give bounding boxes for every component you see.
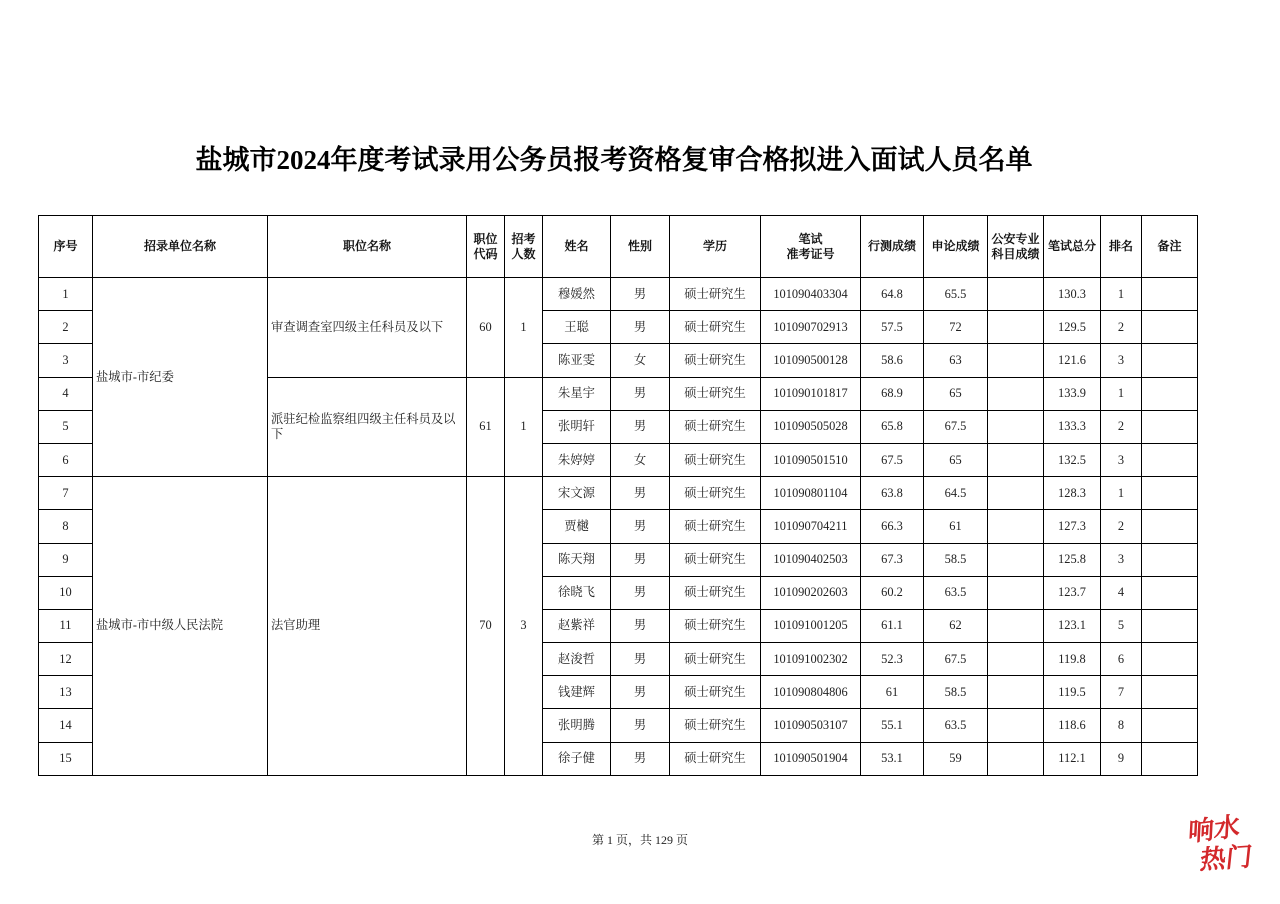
candidate-education: 硕士研究生 [670, 609, 761, 642]
candidate-gender: 男 [611, 676, 670, 709]
page-footer: 第 1 页，共 129 页 [591, 833, 688, 847]
serial-number: 8 [39, 510, 93, 543]
candidate-education: 硕士研究生 [670, 278, 761, 311]
aptitude-score: 67.3 [861, 543, 924, 576]
aptitude-score: 66.3 [861, 510, 924, 543]
candidate-education: 硕士研究生 [670, 510, 761, 543]
header-position-name: 职位名称 [268, 216, 467, 278]
rank: 6 [1101, 643, 1142, 676]
serial-number: 7 [39, 477, 93, 510]
police-subject-score [988, 443, 1044, 476]
aptitude-score: 58.6 [861, 344, 924, 377]
written-total-score: 121.6 [1044, 344, 1101, 377]
police-subject-score [988, 742, 1044, 775]
written-total-score: 132.5 [1044, 443, 1101, 476]
candidate-education: 硕士研究生 [670, 643, 761, 676]
table-body [39, 278, 1198, 776]
candidate-name: 穆媛然 [543, 278, 611, 311]
written-total-score: 119.8 [1044, 643, 1101, 676]
exam-ticket-number: 101090804806 [761, 676, 861, 709]
exam-ticket-number: 101090101817 [761, 377, 861, 410]
candidate-name: 钱建辉 [543, 676, 611, 709]
recruit-count: 3 [505, 477, 543, 776]
position-name: 派驻纪检监察组四级主任科员及以下 [268, 377, 467, 477]
candidate-education: 硕士研究生 [670, 742, 761, 775]
candidate-gender: 男 [611, 742, 670, 775]
position-name: 法官助理 [268, 477, 467, 776]
candidate-education: 硕士研究生 [670, 443, 761, 476]
written-total-score: 127.3 [1044, 510, 1101, 543]
exam-ticket-number: 101090501510 [761, 443, 861, 476]
exam-ticket-number: 101090801104 [761, 477, 861, 510]
serial-number: 1 [39, 278, 93, 311]
candidate-gender: 男 [611, 609, 670, 642]
recruit-count: 1 [505, 278, 543, 378]
written-total-score: 130.3 [1044, 278, 1101, 311]
written-total-score: 125.8 [1044, 543, 1101, 576]
candidate-table [38, 215, 1198, 776]
rank: 1 [1101, 377, 1142, 410]
exam-ticket-number: 101090704211 [761, 510, 861, 543]
aptitude-score: 52.3 [861, 643, 924, 676]
essay-score: 61 [924, 510, 988, 543]
header-police-subject-score: 公安专业 科目成绩 [988, 216, 1044, 278]
police-subject-score [988, 609, 1044, 642]
candidate-education: 硕士研究生 [670, 543, 761, 576]
candidate-name: 贾樾 [543, 510, 611, 543]
serial-number: 5 [39, 410, 93, 443]
candidate-education: 硕士研究生 [670, 311, 761, 344]
rank: 3 [1101, 344, 1142, 377]
rank: 5 [1101, 609, 1142, 642]
watermark-text-line2: 热门 [1198, 842, 1254, 876]
aptitude-score: 61.1 [861, 609, 924, 642]
serial-number: 2 [39, 311, 93, 344]
written-total-score: 129.5 [1044, 311, 1101, 344]
remark [1142, 477, 1198, 510]
exam-ticket-number: 101091001205 [761, 609, 861, 642]
police-subject-score [988, 344, 1044, 377]
remark [1142, 709, 1198, 742]
police-subject-score [988, 676, 1044, 709]
candidate-gender: 男 [611, 576, 670, 609]
exam-ticket-number: 101090202603 [761, 576, 861, 609]
police-subject-score [988, 510, 1044, 543]
candidate-name: 徐子健 [543, 742, 611, 775]
serial-number: 6 [39, 443, 93, 476]
candidate-education: 硕士研究生 [670, 344, 761, 377]
remark [1142, 576, 1198, 609]
rank: 2 [1101, 311, 1142, 344]
rank: 7 [1101, 676, 1142, 709]
header-education: 学历 [670, 216, 761, 278]
watermark-logo [1186, 811, 1266, 880]
recruiting-unit-name: 盐城市-市纪委 [93, 278, 268, 477]
serial-number: 15 [39, 742, 93, 775]
watermark-text-line1: 响水 [1187, 811, 1241, 849]
remark [1142, 543, 1198, 576]
position-code: 61 [467, 377, 505, 477]
essay-score: 64.5 [924, 477, 988, 510]
police-subject-score [988, 311, 1044, 344]
header-gender: 性别 [611, 216, 670, 278]
header-exam-ticket-number: 笔试 准考证号 [761, 216, 861, 278]
candidate-gender: 男 [611, 377, 670, 410]
rank: 2 [1101, 510, 1142, 543]
recruit-count: 1 [505, 377, 543, 477]
header-remark: 备注 [1142, 216, 1198, 278]
rank: 3 [1101, 443, 1142, 476]
candidate-gender: 男 [611, 643, 670, 676]
police-subject-score [988, 477, 1044, 510]
serial-number: 12 [39, 643, 93, 676]
candidate-education: 硕士研究生 [670, 576, 761, 609]
serial-number: 9 [39, 543, 93, 576]
aptitude-score: 67.5 [861, 443, 924, 476]
recruiting-unit-name: 盐城市-市中级人民法院 [93, 477, 268, 776]
exam-ticket-number: 101090501904 [761, 742, 861, 775]
rank: 4 [1101, 576, 1142, 609]
candidate-gender: 男 [611, 311, 670, 344]
header-recruit-count: 招考 人数 [505, 216, 543, 278]
candidate-gender: 男 [611, 543, 670, 576]
position-code: 70 [467, 477, 505, 776]
remark [1142, 344, 1198, 377]
candidate-education: 硕士研究生 [670, 477, 761, 510]
candidate-gender: 男 [611, 278, 670, 311]
candidate-gender: 男 [611, 709, 670, 742]
candidate-name: 王聪 [543, 311, 611, 344]
aptitude-score: 53.1 [861, 742, 924, 775]
serial-number: 3 [39, 344, 93, 377]
essay-score: 63.5 [924, 576, 988, 609]
rank: 1 [1101, 477, 1142, 510]
serial-number: 11 [39, 609, 93, 642]
aptitude-score: 57.5 [861, 311, 924, 344]
candidate-name: 陈天翔 [543, 543, 611, 576]
essay-score: 65 [924, 443, 988, 476]
remark [1142, 443, 1198, 476]
header-candidate-name: 姓名 [543, 216, 611, 278]
aptitude-score: 68.9 [861, 377, 924, 410]
header-written-total: 笔试总分 [1044, 216, 1101, 278]
written-total-score: 128.3 [1044, 477, 1101, 510]
written-total-score: 133.3 [1044, 410, 1101, 443]
aptitude-score: 61 [861, 676, 924, 709]
rank: 3 [1101, 543, 1142, 576]
exam-ticket-number: 101091002302 [761, 643, 861, 676]
header-row [39, 216, 1198, 278]
exam-ticket-number: 101090505028 [761, 410, 861, 443]
essay-score: 67.5 [924, 410, 988, 443]
remark [1142, 609, 1198, 642]
essay-score: 65 [924, 377, 988, 410]
aptitude-score: 63.8 [861, 477, 924, 510]
essay-score: 63 [924, 344, 988, 377]
header-serial-number: 序号 [39, 216, 93, 278]
exam-ticket-number: 101090702913 [761, 311, 861, 344]
position-code: 60 [467, 278, 505, 378]
serial-number: 4 [39, 377, 93, 410]
header-aptitude-score: 行测成绩 [861, 216, 924, 278]
candidate-name: 赵紫祥 [543, 609, 611, 642]
header-rank: 排名 [1101, 216, 1142, 278]
aptitude-score: 60.2 [861, 576, 924, 609]
candidate-name: 朱婷婷 [543, 443, 611, 476]
candidate-name: 张明腾 [543, 709, 611, 742]
remark [1142, 742, 1198, 775]
candidate-name: 张明轩 [543, 410, 611, 443]
table-row [39, 477, 1198, 510]
candidate-education: 硕士研究生 [670, 709, 761, 742]
essay-score: 72 [924, 311, 988, 344]
exam-ticket-number: 101090403304 [761, 278, 861, 311]
police-subject-score [988, 643, 1044, 676]
police-subject-score [988, 377, 1044, 410]
essay-score: 62 [924, 609, 988, 642]
aptitude-score: 55.1 [861, 709, 924, 742]
candidate-education: 硕士研究生 [670, 377, 761, 410]
remark [1142, 377, 1198, 410]
candidate-name: 朱星宇 [543, 377, 611, 410]
essay-score: 59 [924, 742, 988, 775]
table-header [39, 216, 1198, 278]
serial-number: 13 [39, 676, 93, 709]
candidate-name: 宋文源 [543, 477, 611, 510]
rank: 1 [1101, 278, 1142, 311]
essay-score: 58.5 [924, 676, 988, 709]
aptitude-score: 64.8 [861, 278, 924, 311]
candidate-gender: 男 [611, 410, 670, 443]
aptitude-score: 65.8 [861, 410, 924, 443]
written-total-score: 112.1 [1044, 742, 1101, 775]
candidate-name: 徐晓飞 [543, 576, 611, 609]
police-subject-score [988, 410, 1044, 443]
candidate-gender: 女 [611, 443, 670, 476]
police-subject-score [988, 709, 1044, 742]
candidate-education: 硕士研究生 [670, 410, 761, 443]
serial-number: 14 [39, 709, 93, 742]
table-row [39, 278, 1198, 311]
exam-ticket-number: 101090402503 [761, 543, 861, 576]
remark [1142, 643, 1198, 676]
police-subject-score [988, 543, 1044, 576]
rank: 9 [1101, 742, 1142, 775]
written-total-score: 118.6 [1044, 709, 1101, 742]
candidate-name: 赵浚哲 [543, 643, 611, 676]
exam-ticket-number: 101090500128 [761, 344, 861, 377]
police-subject-score [988, 278, 1044, 311]
essay-score: 63.5 [924, 709, 988, 742]
remark [1142, 278, 1198, 311]
exam-ticket-number: 101090503107 [761, 709, 861, 742]
rank: 8 [1101, 709, 1142, 742]
candidate-gender: 男 [611, 510, 670, 543]
position-name: 审查调查室四级主任科员及以下 [268, 278, 467, 378]
written-total-score: 119.5 [1044, 676, 1101, 709]
candidate-gender: 女 [611, 344, 670, 377]
police-subject-score [988, 576, 1044, 609]
serial-number: 10 [39, 576, 93, 609]
candidate-name: 陈亚雯 [543, 344, 611, 377]
remark [1142, 311, 1198, 344]
header-recruiting-unit: 招录单位名称 [93, 216, 268, 278]
remark [1142, 510, 1198, 543]
written-total-score: 133.9 [1044, 377, 1101, 410]
header-position-code: 职位 代码 [467, 216, 505, 278]
written-total-score: 123.1 [1044, 609, 1101, 642]
candidate-education: 硕士研究生 [670, 676, 761, 709]
document-title: 盐城市2024年度考试录用公务员报考资格复审合格拟进入面试人员名单 [195, 145, 1033, 175]
candidate-gender: 男 [611, 477, 670, 510]
essay-score: 58.5 [924, 543, 988, 576]
remark [1142, 410, 1198, 443]
essay-score: 67.5 [924, 643, 988, 676]
header-essay-score: 申论成绩 [924, 216, 988, 278]
remark [1142, 676, 1198, 709]
rank: 2 [1101, 410, 1142, 443]
essay-score: 65.5 [924, 278, 988, 311]
written-total-score: 123.7 [1044, 576, 1101, 609]
